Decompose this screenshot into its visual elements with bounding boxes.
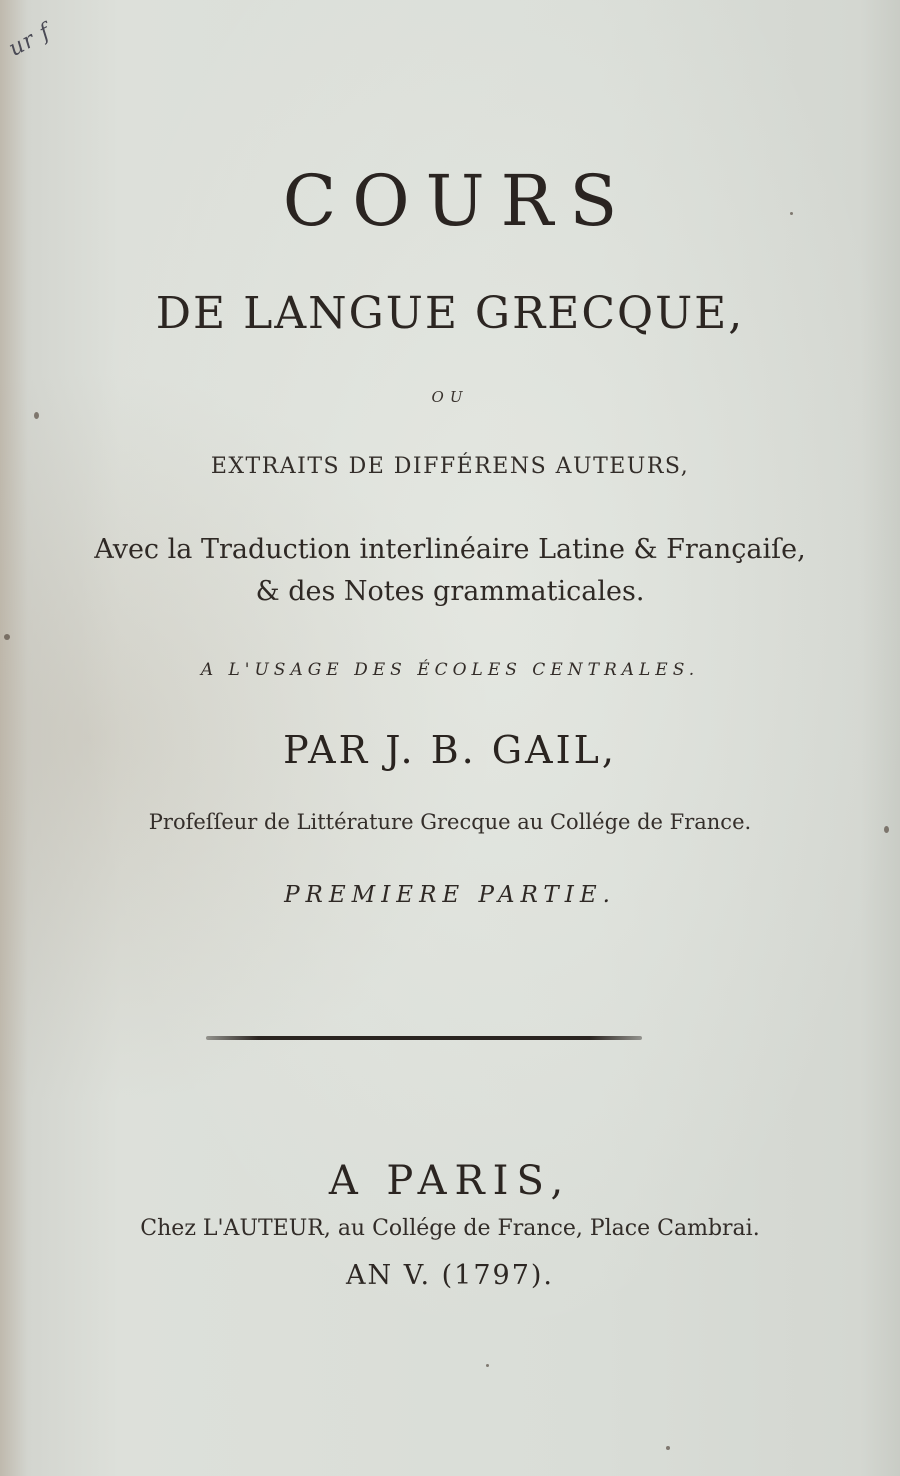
main-title: COURS xyxy=(282,160,634,242)
usage-line: A L'USAGE DES ÉCOLES CENTRALES. xyxy=(200,660,700,680)
imprint-date: AN V. (1797). xyxy=(345,1260,554,1291)
paper-fleck xyxy=(4,634,10,640)
imprint-city: A PARIS, xyxy=(328,1158,572,1204)
description-line-1: Avec la Traduction interlinéaire Latine & Françaiſe, xyxy=(94,534,806,565)
paper-fleck xyxy=(666,1446,670,1450)
part-label: PREMIERE PARTIE. xyxy=(284,882,616,908)
subtitle: EXTRAITS DE DIFFÉRENS AUTEURS, xyxy=(210,454,690,479)
paper-fleck xyxy=(884,826,889,833)
connector-text: OU xyxy=(431,388,469,406)
paper-fleck xyxy=(34,412,39,419)
handwritten-margin-note: ur f xyxy=(4,19,56,62)
paper-fleck xyxy=(790,212,793,215)
author-title: Profeſſeur de Littérature Grecque au Collége de France. xyxy=(148,810,752,834)
sub-title: DE LANGUE GRECQUE, xyxy=(155,288,745,339)
divider-rule xyxy=(206,1036,642,1040)
paper-fleck xyxy=(486,1364,489,1367)
author-line: PAR J. B. GAIL, xyxy=(283,728,617,772)
imprint-publisher: Chez L'AUTEUR, au Collége de France, Place Cambrai. xyxy=(140,1216,760,1241)
description-line-2: & des Notes grammaticales. xyxy=(255,576,645,607)
